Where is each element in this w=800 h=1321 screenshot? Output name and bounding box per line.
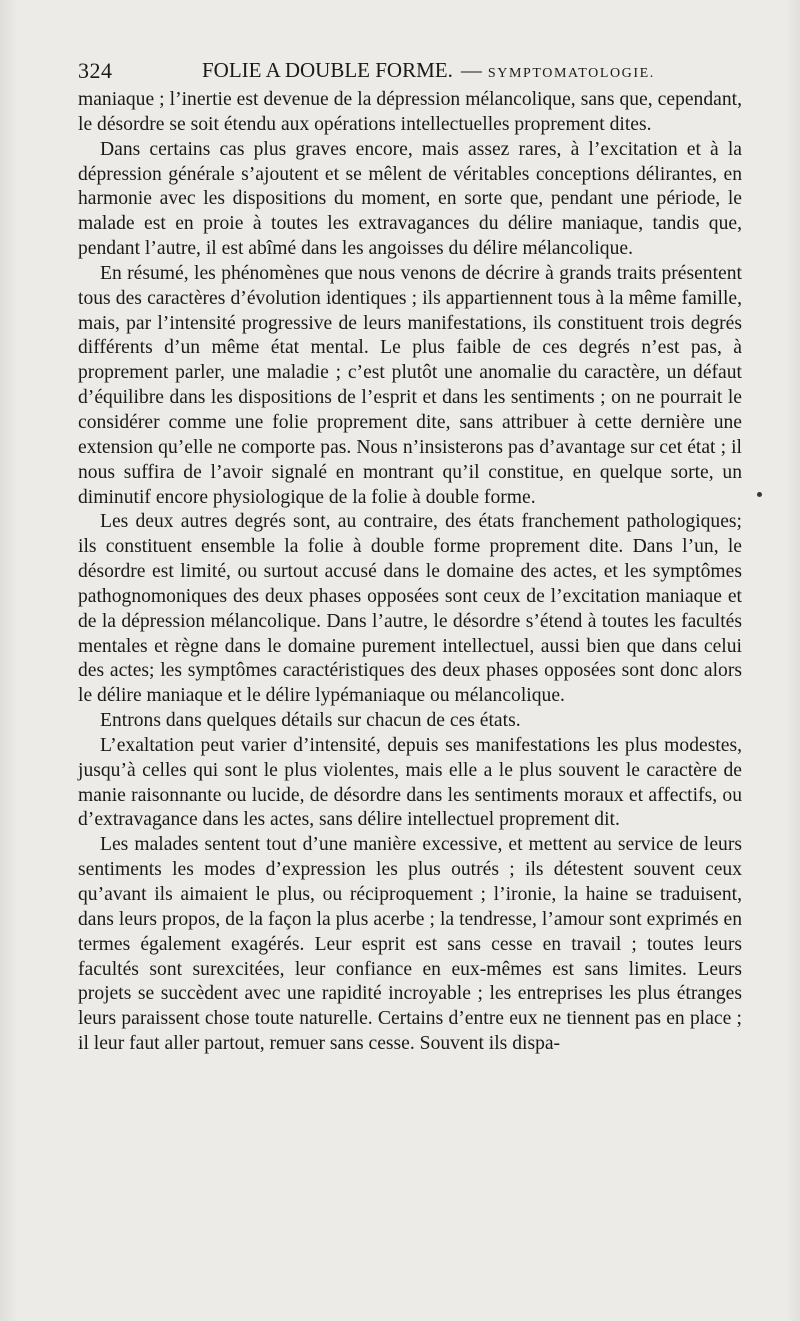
running-title — [202, 58, 655, 83]
paragraph: Dans certains cas plus graves encore, mais assez rares, à l’excitation et à la dépression générale s’ajoutent et se mêlent de véritables conceptions délirantes, en harmonie avec les dispositions du moment, en sorte que, pendant une période, le malade est en proie à toutes les extravagances du délire maniaque, tandis que, pendant l’autre, il est abîmé dans les angoisses du délire mélancolique. — [78, 138, 742, 260]
paragraph: Les deux autres degrés sont, au contraire, des états franchement pathologiques; ils constituent ensemble la folie à double forme proprement dite. Dans l’un, le désordre est limité, ou surtout accusé dans le domaine des actes, et les symptômes pathognomoniques des deux phases opposées sont ceux de l’excitation maniaque et de la dépression mélancolique. Dans l’autre, le désordre s’étend à toutes les facultés mentales et règne dans le domaine purement intellectuel, aussi bien que dans celui des actes; les symptômes caractéristiques des deux phases opposées sont donc alors le délire maniaque et le délire lypémaniaque ou mélancolique. — [78, 511, 742, 707]
page-number: 324 — [78, 58, 113, 83]
running-header — [78, 58, 742, 86]
title-dash: — — [460, 58, 482, 82]
ink-speck — [757, 492, 762, 497]
body-text — [78, 88, 742, 1057]
paragraph-continued: maniaque ; l’inertie est devenue de la dépression mélancolique, sans que, cependant, le désordre se soit étendu aux opérations intellectuelles proprement dites. — [78, 89, 742, 135]
paragraph: En résumé, les phénomènes que nous venons de décrire à grands traits présentent tous des caractères d’évolution identiques ; ils appartiennent tous à la même famille, mais, par l’intensité progressive de leurs manifestations, ils constituent trois degrés différents d’un même état mental. Le plus faible de ces degrés n’est pas, à proprement parler, une maladie ; c’est plutôt une anomalie du caractère, un défaut d’équilibre dans les dispositions de l’esprit et dans les sentiments ; on ne pourrait le considérer comme une folie proprement dite, sans attribuer à cette dernière une extension qu’elle ne comporte pas. Nous n’insisterons pas d’avantage sur cet état ; il nous suffira de l’avoir signalé en montrant qu’il constitue, en quelque sorte, un diminutif encore physiologique de la folie à double forme. — [78, 262, 742, 508]
section-title: SYMPTOMATOLOGIE. — [487, 66, 655, 81]
chapter-title: FOLIE A DOUBLE FORME. — [202, 58, 453, 82]
paragraph: L’exaltation peut varier d’intensité, depuis ses manifestations les plus modestes, jusqu’à celles qui sont le plus violentes, mais elle a le plus souvent le caractère de manie raisonnante ou lucide, de désordre dans les sentiments moraux et affectifs, ou d’extravagance dans les actes, sans délire intellectuel proprement dit. — [78, 734, 742, 831]
paragraph: Entrons dans quelques détails sur chacun de ces états. — [100, 710, 521, 732]
paragraph: Les malades sentent tout d’une manière excessive, et mettent au service de leurs sentiments les modes d’expression les plus outrés ; ils détestent souvent ceux qu’avant ils aimaient le plus, ou réciproquement ; l’ironie, la haine se traduisent, dans leurs propos, de la façon la plus acerbe ; la tendresse, l’amour sont exprimés en termes également exagérés. Leur esprit est sans cesse en travail ; toutes leurs facultés sont surexcitées, leur confiance en eux-mêmes est sans limites. Leurs projets se succèdent avec une rapidité incroyable ; les entreprises les plus étranges leurs paraissent chose toute naturelle. Certains d’entre eux ne tiennent pas en place ; il leur faut aller partout, remuer sans cesse. Souvent ils dispa- — [78, 834, 742, 1055]
